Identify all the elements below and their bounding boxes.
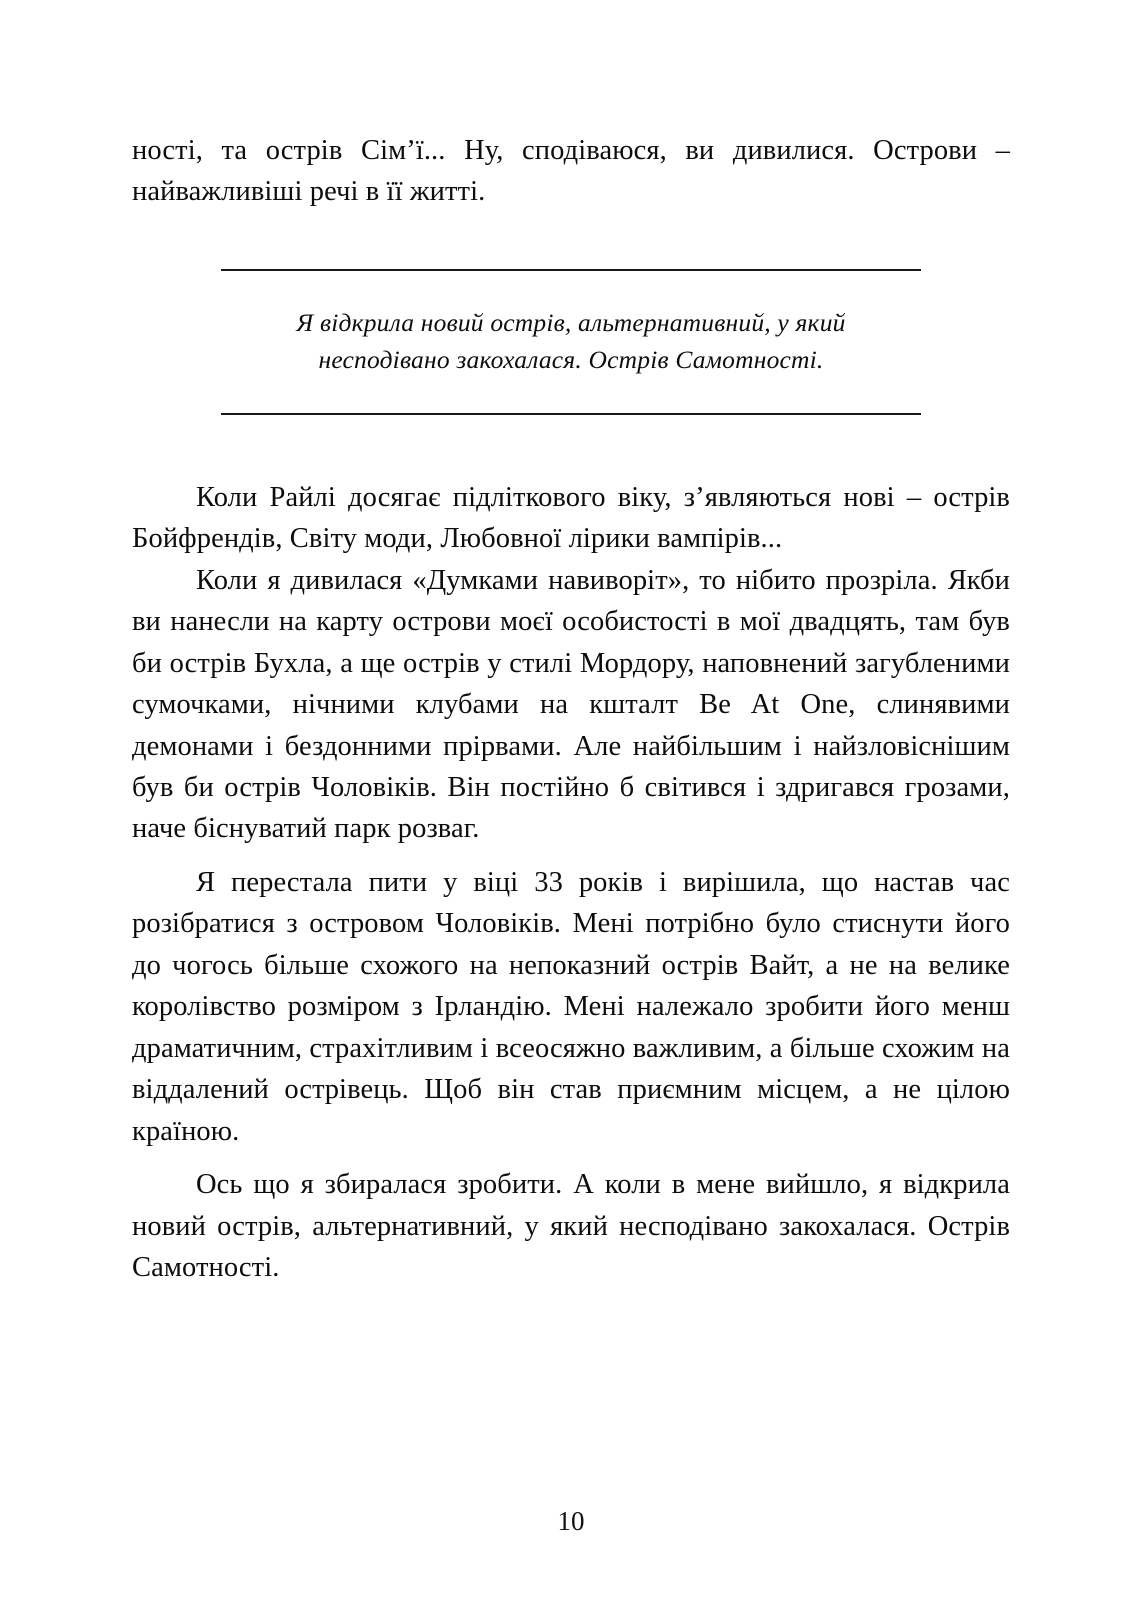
body-paragraph-4: Ось що я збиралася зробити. А коли в мене вийшло, я відкрила новий острів, альтернативний, у який несподівано закохалася. Острів Самотності. bbox=[132, 1169, 1010, 1283]
body-paragraph-1: Коли Райлі досягає підліткового віку, з’являються нові – острів Бойфрендів, Світу моди, Любовної лірики вампірів... bbox=[132, 481, 1010, 555]
text-column bbox=[132, 130, 1010, 1288]
epigraph-text: Я відкрила новий острів, альтернативний, у який несподівано закохалася. Острів Самотності. bbox=[296, 307, 846, 374]
epigraph-block bbox=[132, 269, 1010, 415]
epigraph-rule-top bbox=[221, 269, 921, 271]
body-paragraph-3: Я перестала пити у віці 33 років і вирішила, що настав час розібратися з островом Чоловіків. Мені потрібно було стиснути його до чогось більше схожого на непоказний острів Вайт, а не на велике королівство розміром з Ірландію. Мені належало зробити його менш драматичним, страхітливим і всеосяжно важливим, а більше схожим на віддалений остpівець. Щоб він став приємним місцем, а не цілою країною. bbox=[132, 866, 1010, 1147]
paragraph-gap bbox=[132, 850, 1010, 862]
paragraph-gap bbox=[132, 1152, 1010, 1164]
page-number: 10 bbox=[557, 1506, 585, 1536]
continuation-paragraph: ності, та острів Сім’ї... Ну, сподіваюся, ви дивилися. Острови – найважливіші речі в її житті. bbox=[132, 135, 1010, 208]
body-paragraph-2: Коли я дивилася «Думками навиворіт», то нібито прозріла. Якби ви нанесли на карту острови моєї особистості в мої двадцять, там був би острів Бухла, а ще острів у стилі Мордору, наповнений загубленими сумочками, нічними клубами на кшталт Be At One, слинявими демонами і бездонними прірвами. Але найбільшим і найзловіснішим був би острів Чоловіків. Він постійно б світився і здригався грозами, наче біснуватий парк розваг. bbox=[132, 564, 1010, 845]
spacer bbox=[132, 415, 1010, 477]
